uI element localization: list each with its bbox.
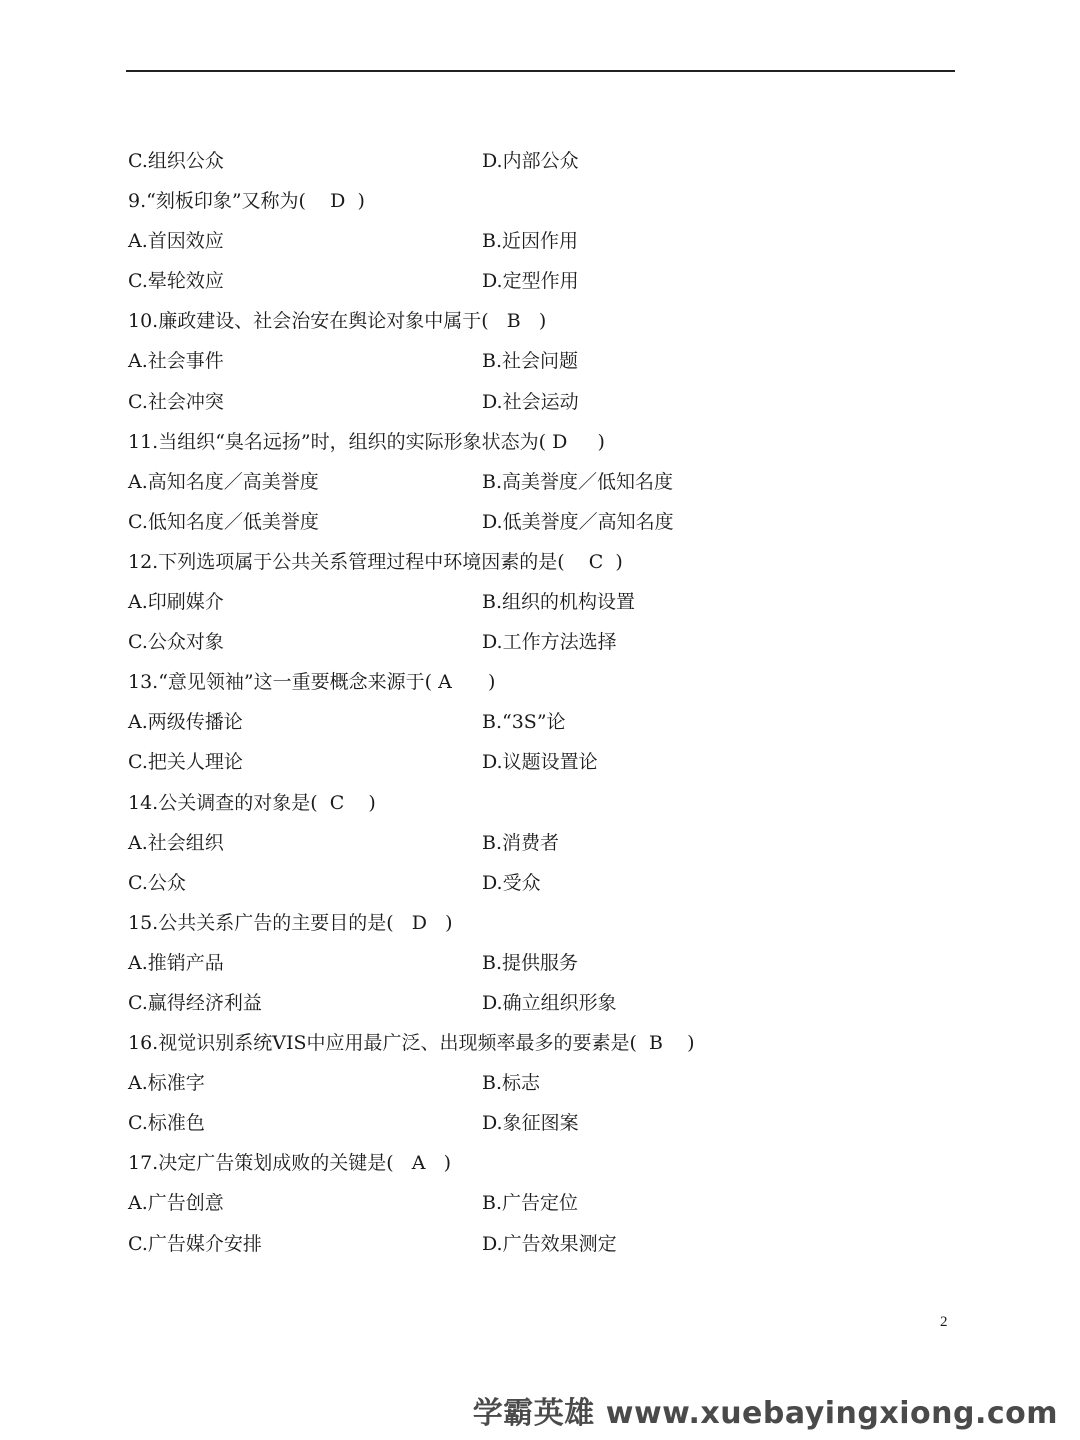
option-right: D.受众 xyxy=(482,871,541,894)
option-row xyxy=(128,702,958,742)
option-right: D.工作方法选择 xyxy=(482,631,617,654)
question-stem: 12.下列选项属于公共关系管理过程中环境因素的是( C ) xyxy=(128,550,623,573)
option-left: C.赢得经济利益 xyxy=(128,991,262,1014)
option-row xyxy=(128,221,958,261)
option-row xyxy=(128,823,958,863)
question-stem: 15.公共关系广告的主要目的是( D ) xyxy=(128,911,453,934)
option-right: D.广告效果测定 xyxy=(482,1232,617,1255)
option-right: D.议题设置论 xyxy=(482,751,598,774)
option-row xyxy=(128,983,958,1023)
question-stem: 10.廉政建设、社会治安在舆论对象中属于( B ) xyxy=(128,310,547,333)
option-row xyxy=(128,341,958,381)
option-right: B.高美誉度／低知名度 xyxy=(482,470,674,493)
option-left: C.广告媒介安排 xyxy=(128,1232,262,1255)
option-row xyxy=(128,582,958,622)
option-left: C.公众对象 xyxy=(128,631,224,654)
option-left: C.社会冲突 xyxy=(128,390,224,413)
option-left: A.社会组织 xyxy=(128,831,224,854)
option-right: D.内部公众 xyxy=(482,150,579,172)
option-left: C.公众 xyxy=(128,871,186,894)
option-row xyxy=(128,261,958,301)
option-left: C.把关人理论 xyxy=(128,751,243,774)
option-left: A.首因效应 xyxy=(128,230,224,253)
option-left: C.标准色 xyxy=(128,1112,205,1135)
option-row xyxy=(128,1103,958,1143)
option-right: D.低美誉度／高知名度 xyxy=(482,510,674,533)
option-left: A.社会事件 xyxy=(128,350,224,373)
site-watermark: 学霸英雄 www.xuebayingxiong.com xyxy=(472,1396,1058,1431)
option-right: D.社会运动 xyxy=(482,390,579,413)
option-left: A.推销产品 xyxy=(128,951,224,974)
option-row xyxy=(128,502,958,542)
option-left: A.标准字 xyxy=(128,1072,205,1095)
question-stem: 17.决定广告策划成败的关键是( A ) xyxy=(128,1152,452,1175)
option-right: B.标志 xyxy=(482,1072,541,1095)
option-left: A.印刷媒介 xyxy=(128,591,224,614)
header-rule xyxy=(126,70,955,72)
option-right: B.广告定位 xyxy=(482,1192,579,1215)
question-stem: 9.“刻板印象”又称为( D ) xyxy=(128,190,365,213)
question-stem: 16.视觉识别系统VIS中应用最广泛、出现频率最多的要素是( B ) xyxy=(128,1032,695,1055)
option-row xyxy=(128,382,958,422)
option-left: C.低知名度／低美誉度 xyxy=(128,510,319,533)
question-list xyxy=(128,141,958,1264)
option-left: C.组织公众 xyxy=(128,150,224,172)
option-row xyxy=(128,1183,958,1223)
option-right: D.定型作用 xyxy=(482,270,579,293)
option-right: B.消费者 xyxy=(482,831,560,854)
page-number: 2 xyxy=(940,1314,948,1330)
option-left: A.广告创意 xyxy=(128,1192,224,1215)
option-right: D.确立组织形象 xyxy=(482,991,617,1014)
option-right: D.象征图案 xyxy=(482,1112,579,1135)
option-right: B.近因作用 xyxy=(482,230,579,253)
option-row xyxy=(128,462,958,502)
option-left: A.高知名度／高美誉度 xyxy=(128,470,319,493)
option-row xyxy=(128,742,958,782)
option-row xyxy=(128,622,958,662)
option-row xyxy=(128,141,958,181)
option-row xyxy=(128,863,958,903)
option-row xyxy=(128,1063,958,1103)
option-right: B.提供服务 xyxy=(482,951,579,974)
option-row xyxy=(128,1224,958,1264)
option-right: B.“3S”论 xyxy=(482,711,566,734)
option-right: B.组织的机构设置 xyxy=(482,591,636,614)
option-right: B.社会问题 xyxy=(482,350,579,373)
option-left: A.两级传播论 xyxy=(128,711,243,734)
question-stem: 14.公关调查的对象是( C ) xyxy=(128,791,376,814)
option-left: C.晕轮效应 xyxy=(128,270,224,293)
question-stem: 13.“意见领袖”这一重要概念来源于( A ) xyxy=(128,671,496,694)
option-row xyxy=(128,943,958,983)
question-stem: 11.当组织“臭名远扬”时，组织的实际形象状态为( D ) xyxy=(128,430,605,453)
